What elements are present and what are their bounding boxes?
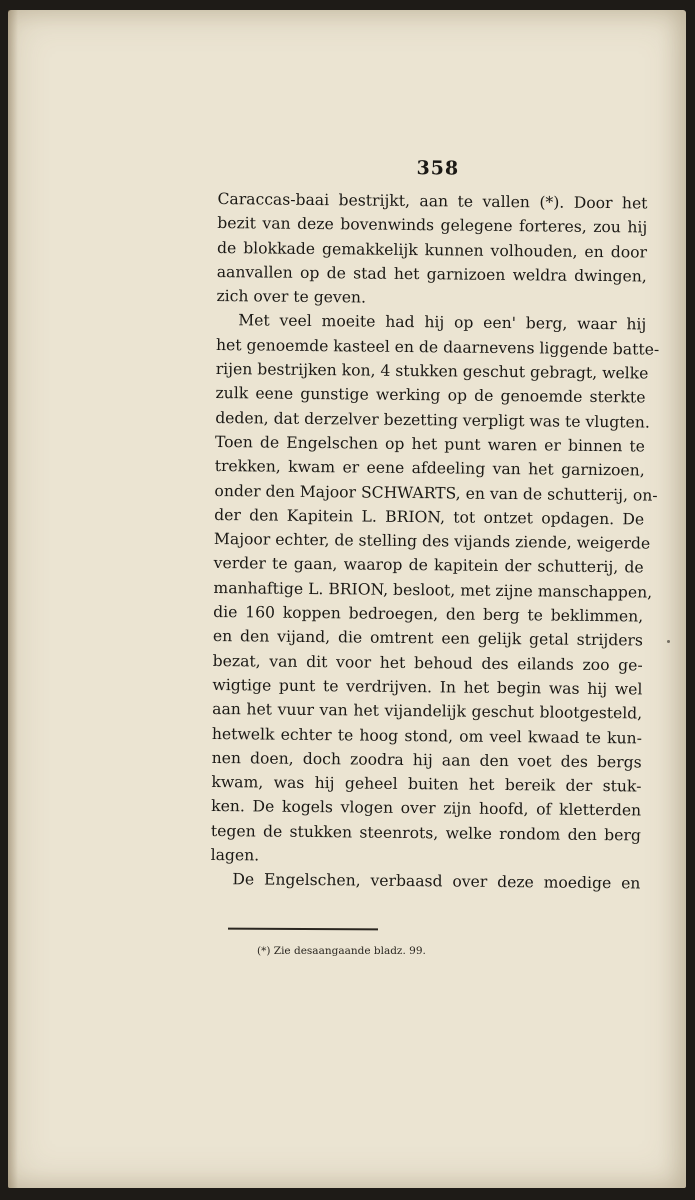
text-line: kwam, was hij geheel buiten het bereik der stuk-: [211, 773, 642, 796]
text-line: De Engelschen, verbaasd over deze moedige en: [232, 870, 641, 893]
text-line: de blokkade gemakkelijk kunnen volhouden, en door: [216, 238, 648, 262]
text-line: lagen.: [210, 845, 260, 865]
text-line: der den Kapitein L. BRION, tot ontzet opdagen. De: [214, 505, 645, 529]
text-line: bezit van deze bovenwinds gelegene forteres, zou hij: [217, 214, 648, 237]
text-line: deden, dat derzelver bezetting verpligt was te vlugten.: [215, 408, 650, 432]
text-line: zich over te geven.: [216, 287, 367, 307]
footnote: (*) Zie desaangaande bladz. 99.: [257, 945, 426, 957]
text-line: en den vijand, die omtrent een gelijk getal strijders: [212, 627, 644, 650]
text-line: ken. De kogels vlogen over zijn hoofd, of kletterden: [211, 797, 642, 820]
text-line: rijen bestrijken kon, 4 stukken geschut gebragt, welke: [215, 360, 649, 383]
text-line: Caraccas-baai bestrijkt, aan te vallen (*). Door het: [217, 189, 648, 213]
text-line: aan het vuur van het vijandelijk geschut blootgesteld,: [212, 700, 643, 723]
text-line: het genoemde kasteel en de daarnevens liggende batte-: [215, 335, 660, 359]
text-line: nen doen, doch zoodra hij aan den voet des bergs: [211, 748, 642, 772]
text-block: [210, 155, 660, 896]
text-line: bezat, van dit voor het behoud des eilands zoo ge-: [212, 651, 643, 675]
text-line: Majoor echter, de stelling des vijands ziende, weigerde: [213, 530, 651, 553]
text-line: manhaftige L. BRION, besloot, met zijne manschappen,: [213, 578, 653, 602]
text-line: aanvallen op de stad het garnizoen weldra dwingen,: [216, 262, 647, 286]
text-line: onder den Majoor SCHWARTS, en van de schutterij, on-: [214, 481, 658, 505]
text-line: Met veel moeite had hij op een' berg, waar hij: [238, 311, 647, 334]
text-line: Toen de Engelschen op het punt waren er binnen te: [214, 432, 646, 456]
text-line: trekken, kwam er eene afdeeling van het garnizoen,: [214, 457, 645, 480]
page-edge-shadow: [8, 10, 18, 1188]
text-line: verder te gaan, waarop de kapitein der schutterij, de: [213, 554, 644, 577]
margin-mark: [667, 640, 670, 643]
text-line: hetwelk echter te hoog stond, om veel kwaad te kun-: [211, 724, 643, 748]
text-line: die 160 koppen bedroegen, den berg te beklimmen,: [213, 603, 644, 626]
page-number: 358: [416, 157, 460, 180]
text-line: zulk eene gunstige werking op de genoemde sterkte: [215, 384, 646, 407]
text-line: wigtige punt te verdrijven. In het begin was hij wel: [212, 675, 643, 699]
text-line: tegen de stukken steenrots, welke rondom den berg: [210, 821, 641, 845]
